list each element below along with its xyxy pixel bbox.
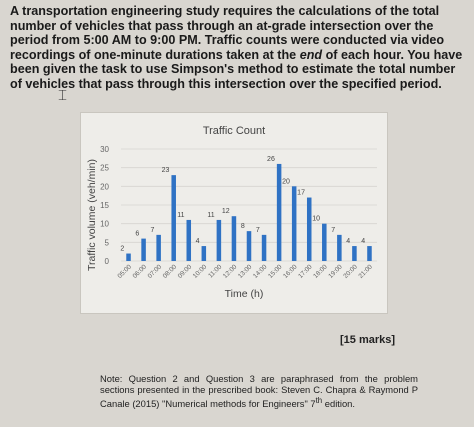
data-label: 7: [255, 226, 260, 234]
bar-11:00: [217, 220, 222, 261]
x-tick-label: 11:00: [207, 263, 224, 280]
x-tick-label: 20:00: [342, 263, 359, 280]
x-tick-label: 21:00: [357, 263, 374, 280]
bar-14:00: [262, 235, 267, 261]
x-tick-label: 19:00: [327, 263, 344, 280]
y-tick-label: 20: [100, 182, 109, 192]
x-tick-label: 08:00: [161, 263, 179, 280]
y-tick-label: 0: [104, 257, 109, 266]
data-label: 10: [312, 215, 321, 223]
note-text: [100, 373, 418, 410]
bar-18:00: [322, 224, 327, 261]
bar-13:00: [247, 231, 252, 261]
x-tick-label: 06:00: [131, 263, 149, 280]
question-emphasis: end: [299, 47, 323, 62]
bar-19:00: [337, 235, 342, 261]
x-tick-label: 17:00: [297, 263, 314, 280]
note-text-part2: edition.: [322, 398, 355, 410]
bar-08:00: [171, 175, 176, 261]
data-label: 12: [221, 208, 230, 216]
bar-20:00: [352, 246, 357, 261]
bars: [126, 164, 371, 261]
x-tick-label: 13:00: [236, 263, 254, 280]
bar-07:00: [156, 235, 161, 261]
data-label: 4: [346, 238, 351, 246]
x-tick-label: 12:00: [221, 263, 239, 280]
traffic-count-chart: [80, 112, 388, 314]
x-tick-label: 14:00: [252, 263, 269, 280]
x-tick-label: 15:00: [267, 263, 284, 280]
x-tick-label: 16:00: [282, 263, 299, 280]
bar-17:00: [307, 198, 312, 261]
data-label: 7: [331, 226, 336, 234]
data-label: 23: [161, 167, 170, 175]
note-superscript: th: [315, 396, 323, 406]
y-axis-label: Traffic volume (veh/min): [86, 158, 98, 272]
data-label: 11: [177, 211, 185, 219]
data-label: 20: [282, 178, 290, 186]
chart-plot: [81, 113, 387, 313]
x-axis-label: Time (h): [224, 288, 264, 300]
y-tick-labels: [100, 145, 109, 266]
question-text: [10, 4, 466, 92]
y-tick-label: 10: [100, 219, 109, 229]
x-tick-labels: [116, 263, 374, 280]
text-cursor-icon: ⌶: [58, 86, 68, 104]
x-tick-label: 10:00: [191, 263, 209, 280]
data-label: 11: [207, 211, 215, 219]
bar-05:00: [126, 254, 131, 261]
y-tick-label: 15: [100, 201, 109, 210]
y-tick-label: 5: [104, 238, 109, 248]
data-label: 26: [267, 155, 275, 163]
marks-label: [15 marks]: [340, 334, 396, 346]
bar-06:00: [141, 239, 146, 261]
bar-09:00: [187, 220, 192, 261]
x-tick-label: 05:00: [116, 263, 133, 280]
bar-21:00: [367, 246, 372, 261]
data-label: 6: [135, 230, 140, 238]
bar-15:00: [277, 164, 282, 261]
x-tick-label: 07:00: [146, 263, 164, 280]
data-label: 4: [361, 238, 366, 246]
data-label: 8: [240, 223, 245, 231]
question-text-part2: of each hour. You have been given the task to use Simpson's method to estimate the total number of vehicles that pass through this intersection over the specified period.: [10, 47, 463, 91]
data-label: 17: [297, 189, 305, 197]
bar-16:00: [292, 186, 297, 261]
x-tick-label: 18:00: [312, 263, 329, 280]
x-tick-label: 09:00: [176, 263, 194, 280]
data-label: 7: [150, 226, 155, 234]
data-label: 2: [120, 245, 125, 253]
chart-title: Traffic Count: [202, 125, 266, 137]
bar-12:00: [232, 216, 237, 261]
y-tick-label: 30: [100, 145, 109, 154]
data-label: 4: [195, 238, 200, 246]
note-text-part1: Note: Question 2 and Question 3 are paraphrased from the problem sections presented in the prescribed book: Steven C. Chapra & Raymond P Canale (2015) "Numerical methods for Engineers" 7: [100, 373, 418, 410]
question-text-part1: A transportation engineering study requires the calculations of the total number of vehicles that pass through an at-grade intersection over the period from 5:00 AM to 9:00 PM. Traffic counts were conducted via video recordings of one-minute durations taken at the: [10, 4, 445, 62]
y-tick-label: 25: [100, 163, 109, 173]
bar-10:00: [202, 246, 207, 261]
